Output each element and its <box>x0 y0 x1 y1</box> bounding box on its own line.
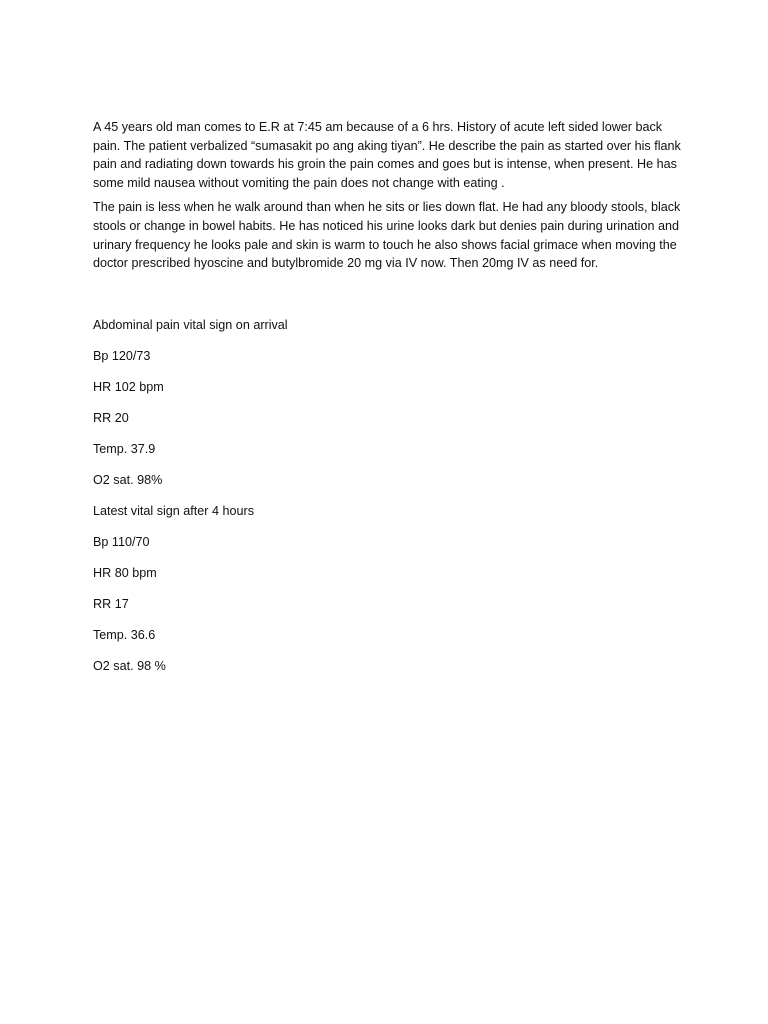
vital-line-bp-arrival: Bp 120/73 <box>93 348 151 363</box>
vital-line-hr-latest: HR 80 bpm <box>93 565 157 580</box>
vital-line-temp-arrival: Temp. 37.9 <box>93 441 156 456</box>
vital-line-temp-latest: Temp. 36.6 <box>93 627 156 642</box>
vital-line-rr-arrival: RR 20 <box>93 410 129 425</box>
vital-line-o2-arrival: O2 sat. 98% <box>93 472 163 487</box>
case-paragraph-2: The pain is less when he walk around than when he sits or lies down flat. He had any bloody stools, black stools or change in bowel habits. He has noticed his urine looks dark but denies pain during urination and urinary frequency he looks pale and skin is warm to touch he also shows facial grimace when moving the doctor prescribed hyoscine and butylbromide 20 mg via IV now. Then 20mg IV as need for. <box>93 200 681 271</box>
vital-signs-section <box>93 316 683 688</box>
case-paragraph-1: A 45 years old man comes to E.R at 7:45 am because of a 6 hrs. History of acute left sided lower back pain. The patient verbalized “sumasakit po ang aking tiyan”. He describe the pain as started over his flank pain and radiating down towards his groin the pain comes and goes but is intense, when present. He has some mild nausea without vomiting the pain does not change with eating . <box>93 120 681 190</box>
vitals-arrival-heading: Abdominal pain vital sign on arrival <box>93 317 288 332</box>
section-spacer <box>93 279 683 316</box>
vitals-latest-heading: Latest vital sign after 4 hours <box>93 503 255 518</box>
vital-line-o2-latest: O2 sat. 98 % <box>93 658 166 673</box>
vital-line-bp-latest: Bp 110/70 <box>93 534 150 549</box>
vital-line-rr-latest: RR 17 <box>93 596 129 611</box>
document-body <box>93 118 683 688</box>
vital-line-hr-arrival: HR 102 bpm <box>93 379 164 394</box>
